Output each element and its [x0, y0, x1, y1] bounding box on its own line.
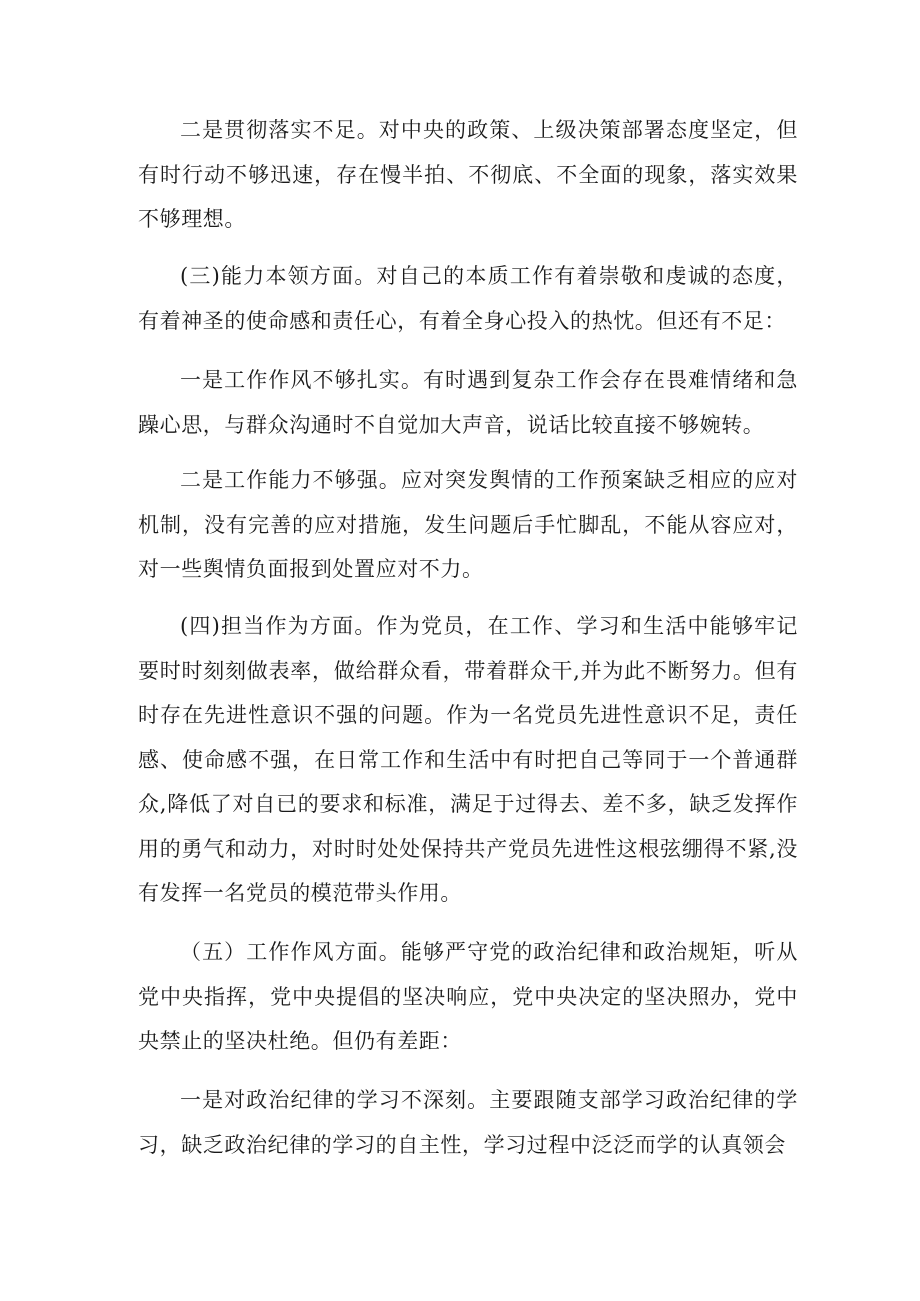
paragraph-2: (三)能力本领方面。对自己的本质工作有着崇敬和虔诚的态度，有着神圣的使命感和责任心，有着全身心投入的热忱。但还有不足：	[138, 264, 798, 333]
paragraph-4: 二是工作能力不够强。应对突发舆情的工作预案缺乏相应的应对机制，没有完善的应对措施，发生问题后手忙脚乱，不能从容应对，对一些舆情负面报到处置应对不力。	[138, 468, 798, 581]
paragraph-6: （五）工作作风方面。能够严守党的政治纪律和政治规矩，听从党中央指挥，党中央提倡的坚决响应，党中央决定的坚决照办，党中央禁止的坚决杜绝。但仍有差距：	[138, 940, 798, 1053]
paragraph-5: (四)担当作为方面。作为党员，在工作、学习和生活中能够牢记要时时刻刻做表率，做给群众看，带着群众干,并为此不断努力。但有时存在先进性意识不强的问题。作为一名党员先进性意识不足，责任感、使命感不强，在日常工作和生活中有时把自己等同于一个普通群众,降低了对自已的要求和标准，满足于过得去、差不多，缺乏发挥作用的勇气和动力，对时时处处保持共产党员先进性这根弦绷得不紧,没有发挥一名党员的模范带头作用。	[138, 614, 798, 905]
paragraph-3: 一是工作作风不够扎实。有时遇到复杂工作会存在畏难情绪和急躁心思，与群众沟通时不自觉加大声音，说话比较直接不够婉转。	[138, 368, 798, 437]
paragraph-7: 一是对政治纪律的学习不深刻。主要跟随支部学习政治纪律的学习，缺乏政治纪律的学习的自主性，学习过程中泛泛而学的认真领会	[138, 1088, 798, 1157]
paragraph-1: 二是贯彻落实不足。对中央的政策、上级决策部署态度坚定，但有时行动不够迅速，存在慢半拍、不彻底、不全面的现象，落实效果不够理想。	[138, 118, 798, 231]
